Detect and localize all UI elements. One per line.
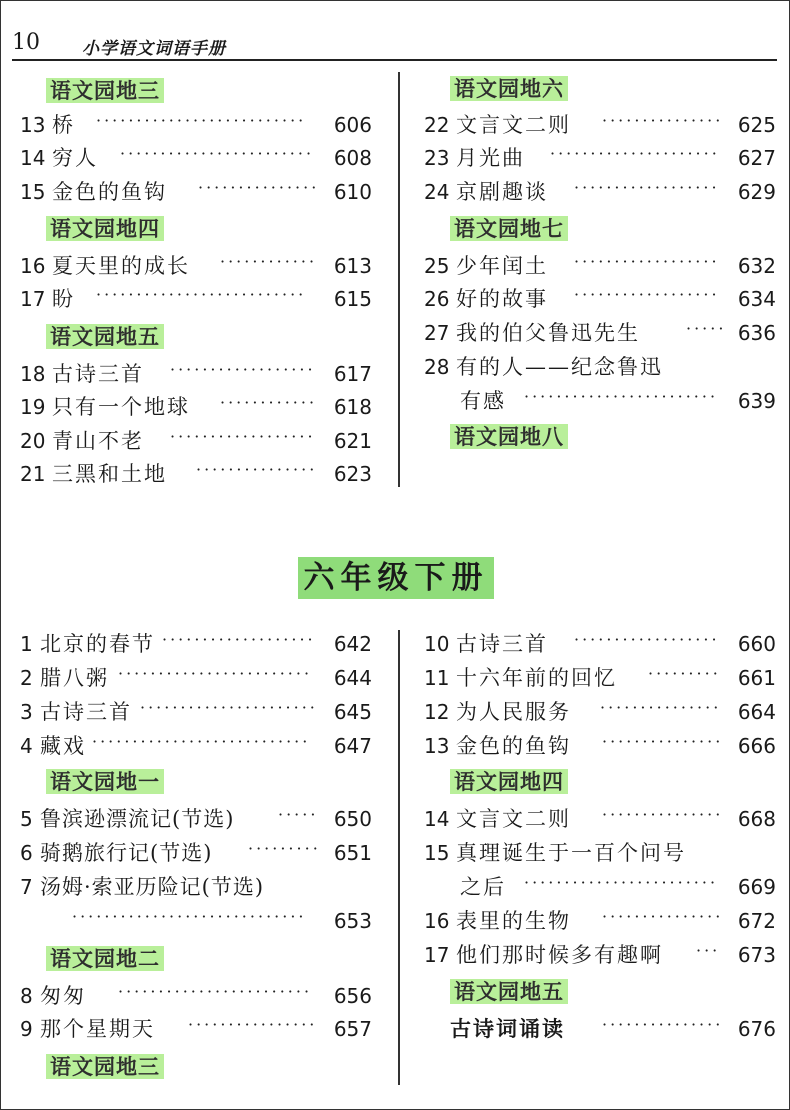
toc-row[interactable]: 18 古诗三首 ·················· 617 (20, 360, 372, 386)
toc-row[interactable]: 5 鲁滨逊漂流记(节选) ····· 650 (20, 805, 372, 831)
toc-row[interactable]: 13 桥 ·························· 606 (20, 111, 372, 137)
toc-row[interactable]: 1 北京的春节 ··················· 642 (20, 630, 372, 656)
toc-row[interactable]: 6 骑鹅旅行记(节选) ········· 651 (20, 839, 372, 865)
toc-row[interactable]: 20 青山不老 ·················· 621 (20, 427, 372, 453)
toc-row[interactable]: 4 藏戏 ··························· 647 (20, 732, 372, 758)
toc-row-continuation[interactable]: 有感 ························ 639 (460, 387, 776, 413)
toc-row[interactable]: 9 那个星期天 ················ 657 (20, 1015, 372, 1041)
section-heading: 语文园地七 (450, 214, 568, 244)
section-heading: 语文园地四 (450, 767, 568, 797)
header-rule (12, 59, 777, 61)
toc-row[interactable]: 16 表里的生物 ··············· 672 (424, 907, 776, 933)
toc-row-continuation[interactable]: 之后 ························ 669 (460, 873, 776, 899)
toc-row[interactable]: 7 汤姆·索亚历险记(节选) (20, 875, 265, 899)
page-header (10, 28, 778, 58)
toc-row[interactable]: 12 为人民服务 ··············· 664 (424, 698, 776, 724)
page-number: 10 (12, 30, 40, 55)
toc-row[interactable]: 古诗词诵读 ··············· 676 (450, 1015, 776, 1041)
toc-row[interactable]: 19 只有一个地球 ············ 618 (20, 393, 372, 419)
column-divider-top (398, 72, 400, 487)
section-heading: 语文园地五 (46, 322, 164, 352)
toc-row[interactable]: 8 匆匆 ························ 656 (20, 982, 372, 1008)
toc-row[interactable]: 15 金色的鱼钩 ··············· 610 (20, 178, 372, 204)
toc-row[interactable]: 28 有的人——纪念鲁迅 (424, 355, 663, 379)
section-heading: 语文园地三 (46, 76, 164, 106)
toc-row[interactable]: 14 文言文二则 ··············· 668 (424, 805, 776, 831)
section-heading: 语文园地八 (450, 422, 568, 452)
toc-row[interactable]: 15 真理诞生于一百个问号 (424, 841, 686, 865)
toc-row[interactable]: 24 京剧趣谈 ·················· 629 (424, 178, 776, 204)
grade-banner: 六年级下册 (298, 557, 494, 599)
toc-row[interactable]: 27 我的伯父鲁迅先生 ····· 636 (424, 319, 776, 345)
toc-row[interactable]: 14 穷人 ························ 608 (20, 144, 372, 170)
toc-row-continuation[interactable]: ····························· 653 (72, 907, 372, 933)
section-heading: 语文园地二 (46, 944, 164, 974)
section-heading: 语文园地三 (46, 1052, 164, 1082)
toc-row[interactable]: 3 古诗三首 ······················ 645 (20, 698, 372, 724)
toc-row[interactable]: 21 三黑和土地 ··············· 623 (20, 460, 372, 486)
toc-row[interactable]: 25 少年闰土 ·················· 632 (424, 252, 776, 278)
toc-row[interactable]: 17 盼 ·························· 615 (20, 285, 372, 311)
toc-row[interactable]: 2 腊八粥 ························ 644 (20, 664, 372, 690)
toc-row[interactable]: 23 月光曲 ····················· 627 (424, 144, 776, 170)
toc-row[interactable]: 26 好的故事 ·················· 634 (424, 285, 776, 311)
toc-row[interactable]: 22 文言文二则 ··············· 625 (424, 111, 776, 137)
toc-row[interactable]: 11 十六年前的回忆 ········· 661 (424, 664, 776, 690)
toc-row[interactable]: 16 夏天里的成长 ············ 613 (20, 252, 372, 278)
section-heading: 语文园地一 (46, 767, 164, 797)
section-heading: 语文园地六 (450, 74, 568, 104)
toc-row[interactable]: 10 古诗三首 ·················· 660 (424, 630, 776, 656)
section-heading: 语文园地五 (450, 977, 568, 1007)
column-divider-bottom (398, 630, 400, 1085)
toc-row[interactable]: 17 他们那时候多有趣啊 ··· 673 (424, 941, 776, 967)
toc-row[interactable]: 13 金色的鱼钩 ··············· 666 (424, 732, 776, 758)
book-title: 小学语文词语手册 (82, 39, 226, 59)
section-heading: 语文园地四 (46, 214, 164, 244)
